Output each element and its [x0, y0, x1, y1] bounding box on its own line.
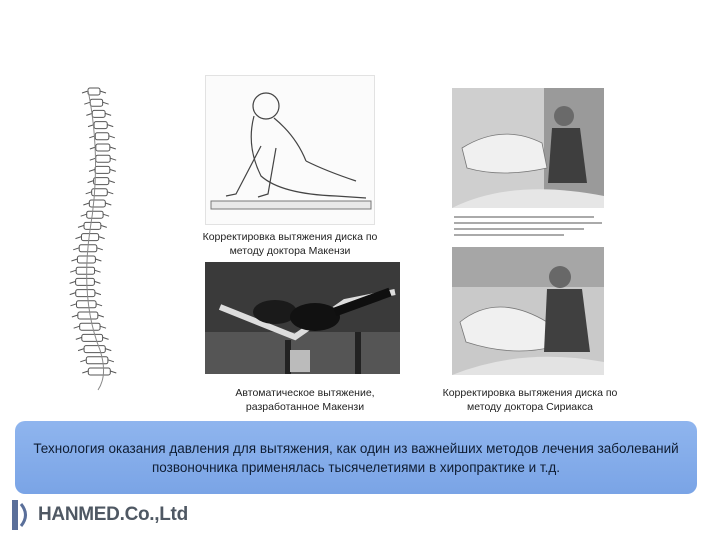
info-banner [15, 421, 697, 494]
hanmed-logo-text: HANMED.Co.,Ltd [38, 504, 188, 525]
cyriax-caption-text: Корректировка вытяжения диска по методу доктора Сириакса [442, 387, 618, 413]
cyriax-photo-bottom [452, 247, 604, 375]
spine-illustration [60, 80, 140, 395]
automatic-traction-photo [205, 262, 400, 374]
cyriax-photo-top [452, 88, 604, 208]
mckenzie-caption [195, 230, 385, 258]
hanmed-logo-icon [10, 500, 32, 530]
mckenzie-caption-text: Корректировка вытяжения диска по методу доктора Макензи [202, 231, 378, 257]
cyriax-small-print [452, 212, 604, 242]
automatic-traction-caption [215, 386, 395, 414]
automatic-traction-caption-text: Автоматическое вытяжение, разработанное Макензи [235, 387, 375, 413]
mckenzie-sketch-image [205, 75, 375, 225]
cyriax-caption [430, 386, 630, 414]
hanmed-logo [10, 500, 188, 530]
info-banner-text: Технология оказания давления для вытяжения, как один из важнейших методов лечения заболеваний позвоночника применялась тысячелетиями в хиропрактике и т.д. [33, 440, 679, 475]
